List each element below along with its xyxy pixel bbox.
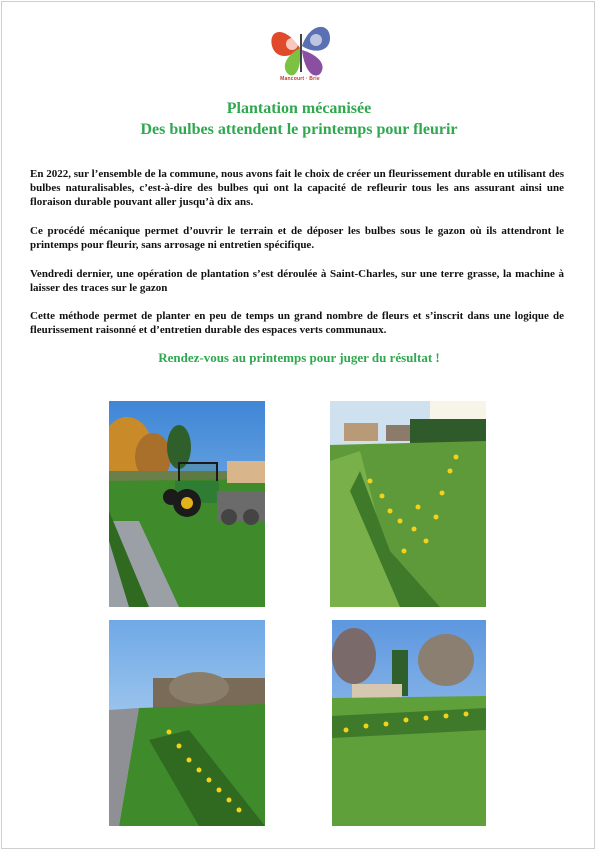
logo-caption: Mancourt · Brie — [280, 76, 320, 82]
photo-daffodils-lawn — [330, 401, 486, 607]
paragraph-operation: Vendredi dernier, une opération de plantation s’est déroulée à Saint-Charles, sur une terre grasse, la machine à laisser des traces sur le gazon — [30, 268, 564, 294]
call-to-action: Rendez-vous au printemps pour juger du résultat ! — [158, 350, 440, 365]
page-subtitle: Des bulbes attendent le printemps pour fleurir — [140, 121, 458, 138]
photo-daffodil-strip — [332, 620, 486, 826]
photo-tractor — [109, 401, 265, 607]
page-title: Plantation mécanisée — [226, 100, 372, 117]
paragraph-method: Cette méthode permet de planter en peu de temps un grand nombre de fleurs et s’inscrit dans une logique de fleurissement raisonné et d’entretien durable des espaces verts communaux. — [30, 310, 564, 336]
paragraph-intro: En 2022, sur l’ensemble de la commune, nous avons fait le choix de créer un fleurissement durable en utilisant des bulbes naturalisables, c’est-à-dire des bulbes qui ont la capacité de refleurir tous les ans assurant ainsi une floraison durable pouvant aller jusqu’à dix ans. — [30, 168, 564, 208]
paragraph-process: Ce procédé mécanique permet d’ouvrir le terrain et de déposer les bulbes sous le gazon où ils attendront le printemps pour fleurir, sans arrosage ni entretien spécifique. — [30, 225, 564, 251]
photo-roadside-daffodils — [109, 620, 265, 826]
